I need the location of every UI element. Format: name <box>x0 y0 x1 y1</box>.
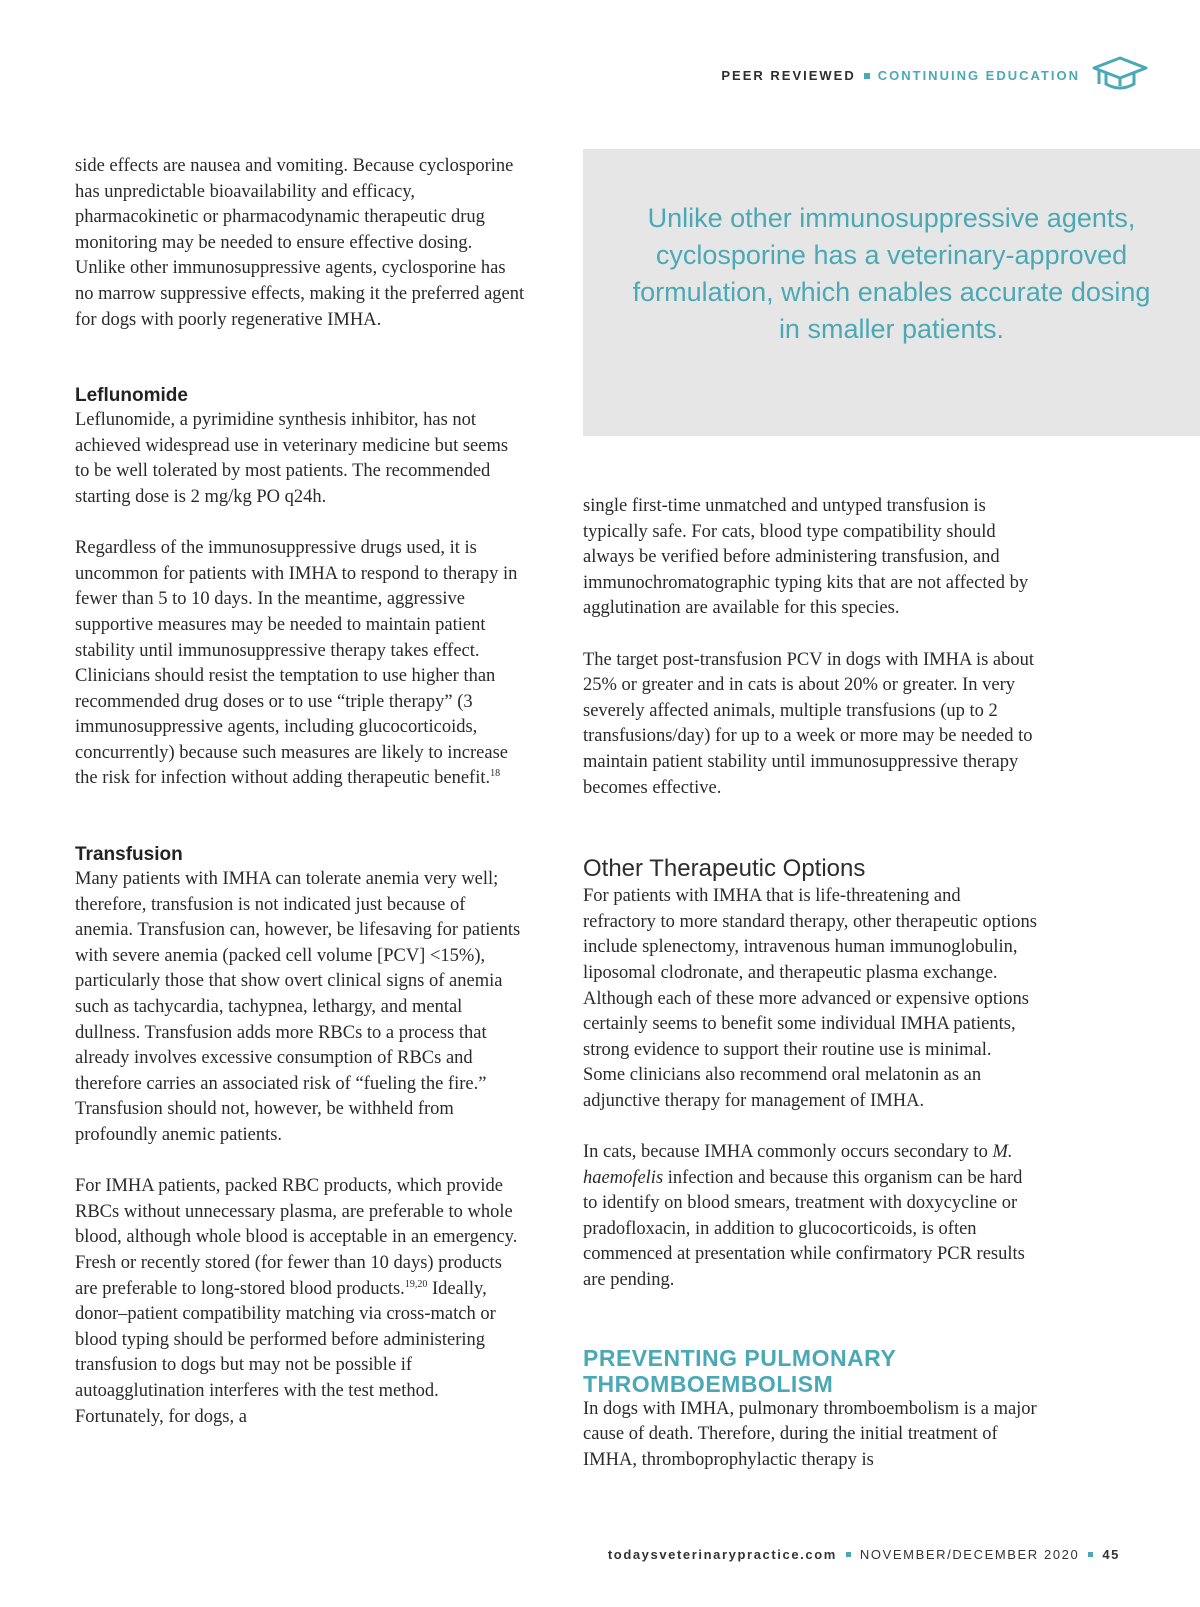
peer-reviewed-label: PEER REVIEWED <box>721 68 856 83</box>
reference-19-20: 19,20 <box>404 1278 428 1290</box>
graduation-cap-icon <box>1092 54 1148 94</box>
reference-18: 18 <box>490 768 501 780</box>
right-column <box>583 494 1038 1473</box>
transfusion-continued-paragraph: single first-time unmatched and untyped transfusion is typically safe. For cats, blood type compatibility should always be verified before administering transfusion, and immunochromatographic typing kits that are not affected by agglutination are available for this species. <box>583 496 1029 619</box>
rbc-products-paragraph: For IMHA patients, packed RBC products, which provide RBCs without unnecessary plasma, are preferable to whole blood, although whole blood is acceptable in an emergency. Fresh or recently stored (for fewer than 10 days) products are preferable to long-stored blood products.$^{19,20}$ Ideally, donor–patient compatibility matching via cross-match or blood typing should be performed before administering transfusion to dogs but may not be possible if autoagglutination interferes with the test method. Fortunately, for dogs, a <box>75 1176 518 1427</box>
pte-heading-line-2: THROMBOEMBOLISM <box>583 1370 834 1397</box>
page-number: 45 <box>1102 1547 1120 1562</box>
transfusion-heading: Transfusion <box>75 844 183 866</box>
left-column <box>75 154 525 1430</box>
separator-dot <box>1088 1552 1093 1557</box>
pte-heading-line-1: PREVENTING PULMONARY <box>583 1344 897 1371</box>
other-options-heading: Other Therapeutic Options <box>583 855 866 883</box>
running-footer <box>608 1547 1120 1562</box>
leflunomide-paragraph: Leflunomide, a pyrimidine synthesis inhibitor, has not achieved widespread use in veterinary medicine but seems to be well tolerated by most patients. The recommended starting dose is 2 mg/kg PO q24h. <box>75 410 509 507</box>
separator-dot <box>864 73 870 79</box>
regardless-paragraph: Regardless of the immunosuppressive drugs used, it is uncommon for patients with IMHA to respond to therapy in fewer than 5 to 10 days. In the meantime, aggressive supportive measures may be needed to maintain patient stability until immunosuppressive therapy takes effect. Clinicians should resist the temptation to use higher than recommended drug doses or to use “triple therapy” (3 immunosuppressive agents, including glucocorticoids, concurrently) because such measures are likely to increase the risk for infection without adding therapeutic benefit.$^{18}$ <box>75 538 518 789</box>
continuing-education-label: CONTINUING EDUCATION <box>877 68 1080 83</box>
leflunomide-heading: Leflunomide <box>75 385 188 407</box>
target-pcv-paragraph: The target post-transfusion PCV in dogs with IMHA is about 25% or greater and in cats is about 20% or greater. In very severely affected animals, multiple transfusions (up to 2 transfusions/day) for up to a week or more may be needed to maintain patient stability until immunosuppressive therapy becomes effective. <box>583 649 1035 798</box>
organism-name: M. haemofelis <box>583 1142 1013 1188</box>
separator-dot <box>846 1552 851 1557</box>
running-header <box>721 68 1080 83</box>
pte-paragraph: In dogs with IMHA, pulmonary thromboembolism is a major cause of death. Therefore, during the initial treatment of IMHA, thromboprophylactic therapy is <box>583 1398 1037 1470</box>
website-label: todaysveterinarypractice.com <box>607 1547 837 1562</box>
cats-paragraph: In cats, because IMHA commonly occurs secondary to M. haemofelis infection and because this organism can be hard to identify on blood smears, treatment with doxycycline or pradofloxacin, in addition to glucocorticoids, is often commenced at presentation while confirmatory PCR results are pending. <box>583 1142 1025 1291</box>
issue-label: NOVEMBER/DECEMBER 2020 <box>859 1547 1080 1562</box>
pull-quote-text: Unlike other immunosuppressive agents, cyclosporine has a veterinary-approved formulation, which enables accurate dosing in smaller patients. <box>632 203 1151 344</box>
other-options-paragraph: For patients with IMHA that is life-threatening and refractory to more standard therapy, other therapeutic options include splenectomy, intravenous human immunoglobulin, liposomal clodronate, and therapeutic plasma exchange. Although each of these more advanced or expensive options certainly seems to benefit some individual IMHA patients, strong evidence to support their routine use is minimal. Some clinicians also recommend oral melatonin as an adjunctive therapy for management of IMHA. <box>583 886 1037 1111</box>
transfusion-paragraph: Many patients with IMHA can tolerate anemia very well; therefore, transfusion is not indicated just because of anemia. Transfusion can, however, be lifesaving for patients with severe anemia (packed cell volume [PCV] <15%), particularly those that show overt clinical signs of anemia such as tachycardia, tachypnea, lethargy, and mental dullness. Transfusion adds more RBCs to a process that already involves excessive consumption of RBCs and therefore carries an associated risk of “fueling the fire.” Transfusion should not, however, be withheld from profoundly anemic patients. <box>75 869 521 1145</box>
cyclosporine-paragraph: side effects are nausea and vomiting. Because cyclosporine has unpredictable bioavailability and efficacy, pharmacokinetic or pharmacodynamic therapeutic drug monitoring may be needed to ensure effective dosing. Unlike other immunosuppressive agents, cyclosporine has no marrow suppressive effects, making it the preferred agent for dogs with poorly regenerative IMHA. <box>75 156 525 330</box>
pull-quote-box <box>583 149 1200 436</box>
